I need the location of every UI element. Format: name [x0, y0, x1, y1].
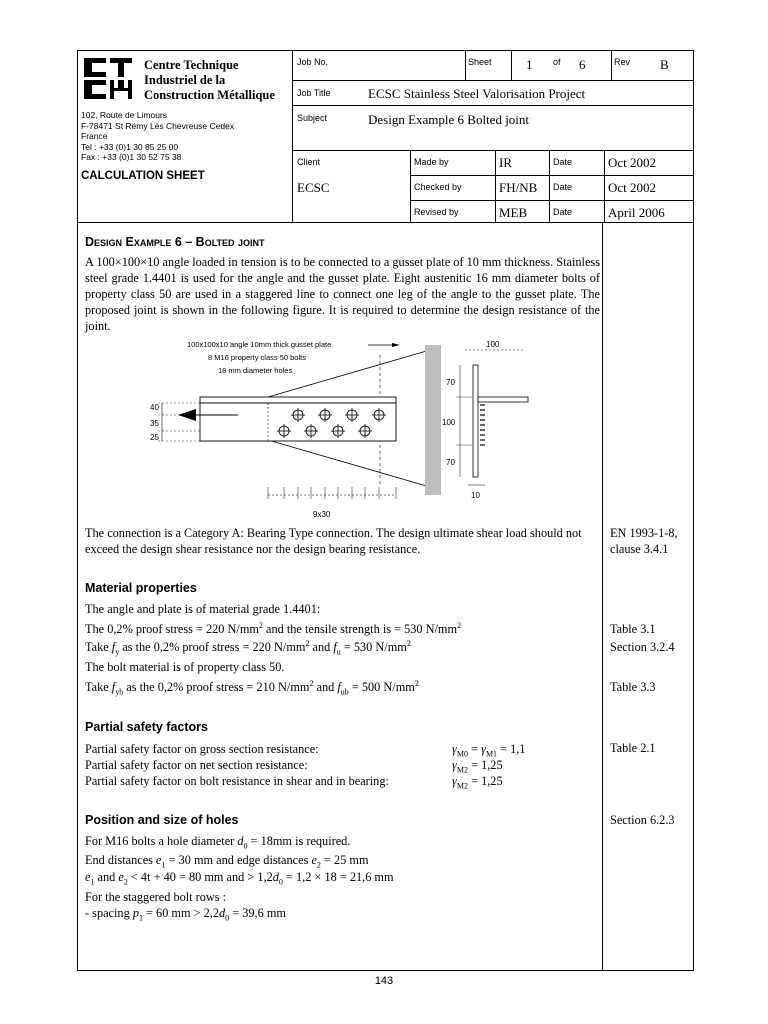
- material-line-3: Take $f_y$ as the 0,2% proof stress = 220 $N/mm^2$ and $f_u = 530$ $N/mm^2$: [85, 638, 411, 657]
- connection-text: The connection is a Category A: Bearing Type connection. The design ultimate shear load should not exceed the design shear resistance nor the design bearing resistance.: [85, 526, 582, 556]
- ref-section-6-2-3: Section 6.2.3: [610, 813, 675, 827]
- rev-value: B: [660, 57, 669, 72]
- svg-text:100: 100: [486, 340, 500, 349]
- svg-text:100: 100: [442, 418, 456, 427]
- svg-text:10: 10: [471, 491, 480, 500]
- made-by-label: Made by: [414, 157, 449, 167]
- svg-text:100x100x10 angle 10mm thick gu: 100x100x10 angle 10mm thick gusset plate: [187, 340, 332, 349]
- svg-text:70: 70: [446, 378, 455, 387]
- svg-text:18 mm diameter holes: 18 mm diameter holes: [218, 366, 293, 375]
- date-label-1: Date: [553, 157, 573, 167]
- rev-label: Rev: [614, 57, 631, 67]
- psf-line-2: Partial safety factor on net section resistance:: [85, 758, 308, 772]
- date-label-3: Date: [553, 207, 573, 217]
- ctcm-logo: [84, 58, 134, 100]
- job-no-label: Job No.: [297, 57, 329, 67]
- svg-text:35: 35: [150, 419, 159, 428]
- psf-value-2: $\gamma_{M2} = 1,25$: [452, 758, 503, 775]
- revised-by: MEB: [499, 205, 528, 220]
- sheet-label: Sheet: [468, 57, 492, 67]
- intro-paragraph: A 100×100×10 angle loaded in tension is to be connected to a gusset plate of 10 mm thickness. Stainless steel grade 1.4401 is used for the angle and the gusset plate. Eight austenitic 16 mm diameter bolts of property class 50 are used in a staggered line to connect one leg of the angle to the gusset plate. The proposed joint is shown in the following figure. It is required to determine the design resistance of the joint.: [85, 255, 600, 333]
- sheet-type: CALCULATION SHEET: [81, 170, 205, 182]
- material-heading: Material properties: [85, 581, 197, 595]
- date-made: Oct 2002: [608, 155, 657, 170]
- subject-label: Subject: [297, 113, 328, 123]
- job-title: ECSC Stainless Steel Valorisation Project: [368, 86, 586, 101]
- job-title-label: Job Title: [297, 88, 331, 98]
- checked-by-label: Checked by: [414, 182, 462, 192]
- date-checked: Oct 2002: [608, 180, 657, 195]
- svg-text:70: 70: [446, 458, 455, 467]
- holes-line-5: - spacing $p_1 = 60$ mm > $2,2d_0 = 39,6$ mm: [85, 906, 286, 923]
- psf-value-1: $\gamma_{M0} = \gamma_{M1} = 1,1$: [452, 742, 526, 759]
- revised-by-label: Revised by: [414, 207, 459, 217]
- bolted-joint-figure: [140, 335, 540, 525]
- date-label-2: Date: [553, 182, 573, 192]
- sheet-total: 6: [579, 57, 586, 72]
- holes-line-3: $e_1$ and $e_2 < 4t + 40 = 80$ mm and > $1,2d_0 = 1,2 \times 18 = 21,6$ mm: [85, 870, 394, 887]
- material-line-5: Take $f_{yb}$ as the 0,2% proof stress = 210 $N/mm^2$ and $f_{ub} = 500$ $N/mm^2$: [85, 678, 419, 697]
- of-label: of: [553, 57, 561, 67]
- subject: Design Example 6 Bolted joint: [368, 112, 530, 127]
- page-number: 143: [374, 975, 394, 987]
- client: ECSC: [297, 180, 330, 195]
- client-label: Client: [297, 157, 321, 167]
- margin-column: [602, 222, 603, 971]
- holes-line-2: End distances $e_1 = 30$ mm and edge distances $e_2 = 25$ mm: [85, 853, 369, 870]
- checked-by: FH/NB: [499, 180, 538, 195]
- page-title: Design Example 6 – Bolted joint: [85, 235, 265, 249]
- ref-table-3-3: Table 3.3: [610, 680, 656, 694]
- material-line-4: The bolt material is of property class 50.: [85, 660, 285, 674]
- svg-text:40: 40: [150, 403, 159, 412]
- material-line-2: The 0,2% proof stress = 220 $N/mm^2$ and the tensile strength is = 530 $N/mm^2$: [85, 620, 462, 636]
- psf-value-3: $\gamma_{M2} = 1,25$: [452, 774, 503, 791]
- ref-en1993: EN 1993-1-8, clause 3.4.1: [610, 526, 678, 556]
- org-address: 102, Route de Limours F-78471 St Rémy Lès Chevreuse Cedex France Tel : +33 (0)1 30 85 25 00 Fax : +33 (0)1 30 52 75 38: [81, 110, 235, 162]
- material-line-1: The angle and plate is of material grade 1.4401:: [85, 602, 321, 616]
- frame-top: [77, 50, 694, 51]
- holes-line-4: For the staggered bolt rows :: [85, 890, 227, 904]
- ref-table-3-1: Table 3.1: [610, 622, 656, 636]
- svg-text:9x30: 9x30: [313, 510, 331, 519]
- holes-line-1: For M16 bolts a hole diameter $d_0 = 18mm$ is required.: [85, 834, 351, 851]
- svg-text:8 M16 property class 50 bolts: 8 M16 property class 50 bolts: [208, 353, 306, 362]
- holes-heading: Position and size of holes: [85, 813, 239, 827]
- sheet-number: 1: [526, 57, 533, 72]
- org-name: Centre Technique Industriel de la Construction Métallique: [144, 58, 275, 102]
- frame-left: [77, 50, 78, 971]
- psf-line-1: Partial safety factor on gross section resistance:: [85, 742, 319, 756]
- psf-line-3: Partial safety factor on bolt resistance in shear and in bearing:: [85, 774, 389, 788]
- made-by: IR: [499, 155, 512, 170]
- psf-heading: Partial safety factors: [85, 720, 208, 734]
- date-revised: April 2006: [608, 205, 665, 220]
- svg-text:25: 25: [150, 433, 159, 442]
- ref-table-2-1: Table 2.1: [610, 741, 656, 755]
- frame-right: [693, 50, 694, 971]
- ref-section-3-2-4: Section 3.2.4: [610, 640, 675, 654]
